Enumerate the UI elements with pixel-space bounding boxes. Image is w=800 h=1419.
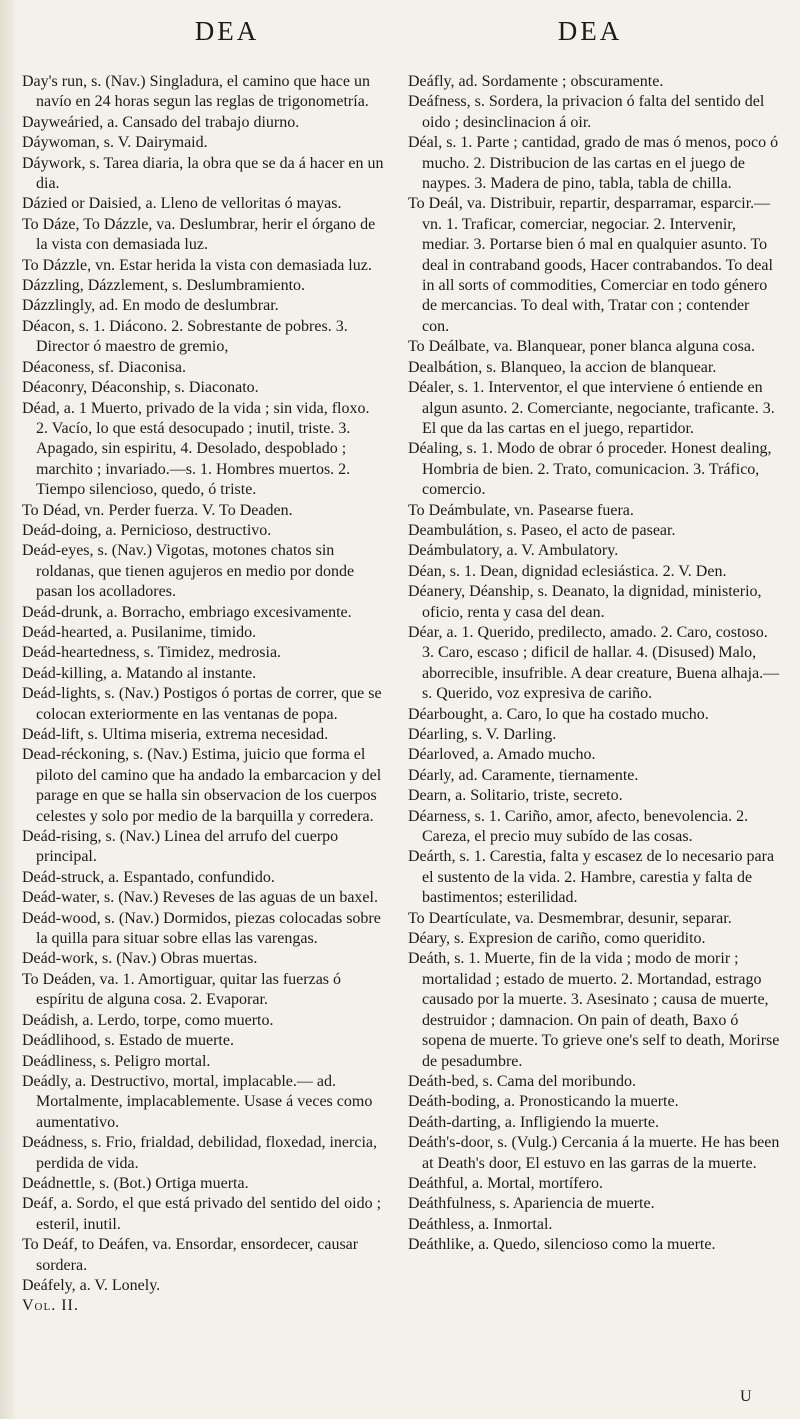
dictionary-entry: To Deál, va. Distribuir, repartir, desparramar, esparcir.—vn. 1. Traficar, comerciar, negociar. 2. Intervenir, mediar. 3. Portarse bien ó mal en qualquier asunto. To deal in contraband goods, Hacer contrabandos. To deal in all sorts of commodities, Comerciar en todo género de mercancias. To deal with, Tratar con ; contender con. — [408, 195, 773, 335]
dictionary-entry: Déarbought, a. Caro, lo que ha costado mucho. — [408, 705, 709, 723]
dictionary-entry: Déarloved, a. Amado mucho. — [408, 746, 596, 764]
dictionary-entry: Déal, s. 1. Parte ; cantidad, grado de mas ó menos, poco ó mucho. 2. Distribucion de las cartas en el juego de naypes. 3. Madera de pino, tabla, tabla de chilla. — [408, 134, 779, 193]
dictionary-entry: Deáfely, a. V. Lonely. — [22, 1276, 161, 1294]
dictionary-entry: To Deámbulate, vn. Pasearse fuera. — [408, 501, 634, 519]
dictionary-entry: Déarness, s. 1. Cariño, amor, afecto, benevolencia. 2. Careza, el precio muy subído de las cosas. — [408, 807, 749, 846]
dictionary-entry: Deádness, s. Frio, frialdad, debilidad, floxedad, inercia, perdida de vida. — [22, 1134, 377, 1172]
dictionary-entry: Déar, a. 1. Querido, predilecto, amado. 2. Caro, costoso. 3. Caro, escaso ; dificil de hallar. 4. (Disused) Malo, aborrecible, insufrible. A dear creature, Buena alhaja.—s. Querido, voz expresiva de cariño. — [408, 623, 780, 703]
dictionary-entry: Deád-water, s. (Nav.) Reveses de las aguas de un baxel. — [22, 889, 378, 907]
running-head-left: DEA — [194, 16, 260, 46]
volume-folio: Vol. II. — [22, 1297, 79, 1315]
dictionary-entry: Deambulátion, s. Paseo, el acto de pasear. — [408, 521, 676, 539]
dictionary-entry: Deád-drunk, a. Borracho, embriago excesivamente. — [22, 603, 352, 621]
dictionary-entry: Deád-doing, a. Pernicioso, destructivo. — [22, 521, 272, 539]
dictionary-entry: To Deartículate, va. Desmembrar, desunir, separar. — [408, 909, 732, 927]
dictionary-entry: Dáywork, s. Tarea diaria, la obra que se da á hacer en un dia. — [22, 154, 384, 193]
left-column — [22, 72, 384, 1317]
dictionary-entry: Deád-eyes, s. (Nav.) Vigotas, motones chatos sin roldanas, que tienen agujeros en medio por donde pasan los acolladores. — [22, 542, 355, 601]
dictionary-entry: Déaler, s. 1. Interventor, el que interviene ó entiende en algun asunto. 2. Comerciante, negociante, traficante. 3. El que da las cartas en el juego, repartidor. — [408, 379, 775, 437]
dictionary-entry: Deárth, s. 1. Carestia, falta y escasez de lo necesario para el sustento de la vida. 2. Hambre, carestia y falta de bastimentos; esterilidad. — [408, 848, 775, 907]
dictionary-entry: Deáth-boding, a. Pronosticando la muerte. — [408, 1093, 679, 1111]
dictionary-entry: Deád-lift, s. Ultima miseria, extrema necesidad. — [22, 726, 329, 743]
dictionary-entry: Déacon, s. 1. Diácono. 2. Sobrestante de pobres. 3. Director ó maestro de gremio, — [22, 317, 348, 356]
dictionary-entry: To Dáze, To Dázzle, va. Deslumbrar, herir el órgano de la vista con demasiada luz. — [22, 215, 376, 254]
dictionary-entry: Deáfly, ad. Sordamente ; obscuramente. — [408, 73, 664, 90]
dictionary-entry: Deád-killing, a. Matando al instante. — [22, 664, 257, 682]
binding-edge — [0, 0, 14, 1419]
dictionary-entry: To Deáden, va. 1. Amortiguar, quitar las fuerzas ó espíritu de alguna cosa. 2. Evaporar. — [22, 970, 342, 1009]
running-head-right: DEA — [557, 16, 623, 46]
signature-mark: U — [740, 1388, 752, 1405]
dictionary-entry: Dáywoman, s. V. Dairymaid. — [22, 134, 208, 152]
dictionary-entry: Deád-heartedness, s. Timidez, medrosia. — [22, 644, 282, 662]
dictionary-entry: To Deáf, to Deáfen, va. Ensordar, ensordecer, causar sordera. — [22, 1236, 359, 1274]
dictionary-entry: Dázied or Daisied, a. Lleno de velloritas ó mayas. — [22, 195, 342, 213]
dictionary-entry: Deáthful, a. Mortal, mortífero. — [408, 1174, 604, 1192]
dictionary-entry: Deáth, s. 1. Muerte, fin de la vida ; modo de morir ; mortalidad ; estado de muerto. 2. Mortandad, estrago causado por la muerte. 3. Asesinato ; causa de muerte, destruidor ; damnacion. On pain of death, Baxo ó sopena de muerte. To grieve one's self to death, Morirse de pesadumbre. — [408, 950, 780, 1070]
dictionary-entry: Déaconry, Déaconship, s. Diaconato. — [22, 379, 259, 397]
dictionary-entry: Déarling, s. V. Darling. — [408, 726, 557, 743]
dictionary-entry: Deád-work, s. (Nav.) Obras muertas. — [22, 950, 258, 968]
dictionary-entry: Déanery, Déanship, s. Deanato, la dignidad, ministerio, oficio, renta y casa del dean. — [408, 583, 762, 621]
dictionary-entry: Déarly, ad. Caramente, tiernamente. — [408, 766, 639, 784]
dictionary-entry: Dayweáried, a. Cansado del trabajo diurno. — [22, 113, 300, 131]
dictionary-entry: Deádliness, s. Peligro mortal. — [22, 1052, 211, 1070]
right-column — [408, 72, 780, 1256]
dictionary-entry: Deáf, a. Sordo, el que está privado del sentido del oido ; esteril, inutil. — [22, 1195, 382, 1233]
dictionary-entry: To Dázzle, vn. Estar herida la vista con demasiada luz. — [22, 256, 372, 274]
dictionary-entry: Deád-wood, s. (Nav.) Dormidos, piezas colocadas sobre la quilla para situar sobre ellas las varengas. — [22, 909, 381, 948]
dictionary-entry: Deád-lights, s. (Nav.) Postigos ó portas de correr, que se colocan exteriormente en las ventanas de popa. — [22, 685, 382, 723]
dictionary-entry: Déaling, s. 1. Modo de obrar ó proceder. Honest dealing, Hombria de bien. 2. Trato, comunicacion. 3. Tráfico, comercio. — [408, 440, 772, 499]
dictionary-entry: Deádnettle, s. (Bot.) Ortiga muerta. — [22, 1174, 249, 1192]
dictionary-entry: Deádish, a. Lerdo, torpe, como muerto. — [22, 1011, 274, 1029]
dictionary-entry: Déary, s. Expresion de cariño, como queridito. — [408, 930, 706, 948]
dictionary-entry: Deámbulatory, a. V. Ambulatory. — [408, 542, 619, 560]
dictionary-entry: Dázzlingly, ad. En modo de deslumbrar. — [22, 297, 279, 315]
dictionary-entry: Deáth's-door, s. (Vulg.) Cercania á la muerte. He has been at Death's door, El estuvo en las garras de la muerte. — [408, 1134, 780, 1172]
dictionary-entry: To Deálbate, va. Blanquear, poner blanca alguna cosa. — [408, 338, 755, 356]
dictionary-entry: Déad, a. 1 Muerto, privado de la vida ; sin vida, floxo. 2. Vacío, lo que está desocupado ; inutil, triste. 3. Apagado, sin espiritu, 4. Desolado, despoblado ; marchito ; invariado.—s. 1. Hombres muertos. 2. Tiempo silencioso, quedo, ó triste. — [22, 399, 370, 499]
dictionary-entry: Dearn, a. Solitario, triste, secreto. — [408, 787, 623, 805]
dictionary-entry: Déan, s. 1. Dean, dignidad eclesiástica. 2. V. Den. — [408, 562, 727, 580]
dictionary-entry: To Déad, vn. Perder fuerza. V. To Deaden. — [22, 501, 293, 519]
dictionary-entry: Deáthfulness, s. Apariencia de muerte. — [408, 1195, 655, 1213]
dictionary-entry: Deáth-darting, a. Infligiendo la muerte. — [408, 1113, 660, 1131]
dictionary-entry: Day's run, s. (Nav.) Singladura, el camino que hace un navío en 24 horas segun las reglas de trigonometría. — [22, 73, 370, 111]
dictionary-entry: Deádlihood, s. Estado de muerte. — [22, 1032, 234, 1050]
dictionary-entry: Déaconess, sf. Diaconisa. — [22, 358, 186, 376]
dictionary-entry: Dealbátion, s. Blanqueo, la accion de blanquear. — [408, 358, 717, 376]
dictionary-entry: Deáthless, a. Inmortal. — [408, 1215, 553, 1233]
dictionary-entry: Deádly, a. Destructivo, mortal, implacable.— ad. Mortalmente, implacablemente. Usase á veces como aumentativo. — [22, 1072, 373, 1131]
dictionary-entry: Deáfness, s. Sordera, la privacion ó falta del sentido del oido ; desinclinacion á oir. — [408, 93, 765, 131]
dictionary-entry: Deáthlike, a. Quedo, silencioso como la muerte. — [408, 1236, 716, 1254]
dictionary-entry: Deáth-bed, s. Cama del moribundo. — [408, 1072, 636, 1090]
dictionary-entry: Dázzling, Dázzlement, s. Deslumbramiento. — [22, 277, 306, 295]
dictionary-entry: Deád-rising, s. (Nav.) Linea del arrufo del cuerpo principal. — [22, 828, 339, 866]
dictionary-entry: Deád-struck, a. Espantado, confundido. — [22, 868, 275, 886]
dictionary-entry: Dead-réckoning, s. (Nav.) Estima, juicio que forma el piloto del camino que ha andado la embarcacion y del parage en que se halla sin observacion de los cuerpos celestes y solo por medio de la barquilla y corredera. — [22, 746, 382, 825]
dictionary-entry: Deád-hearted, a. Pusilanime, timido. — [22, 623, 257, 641]
